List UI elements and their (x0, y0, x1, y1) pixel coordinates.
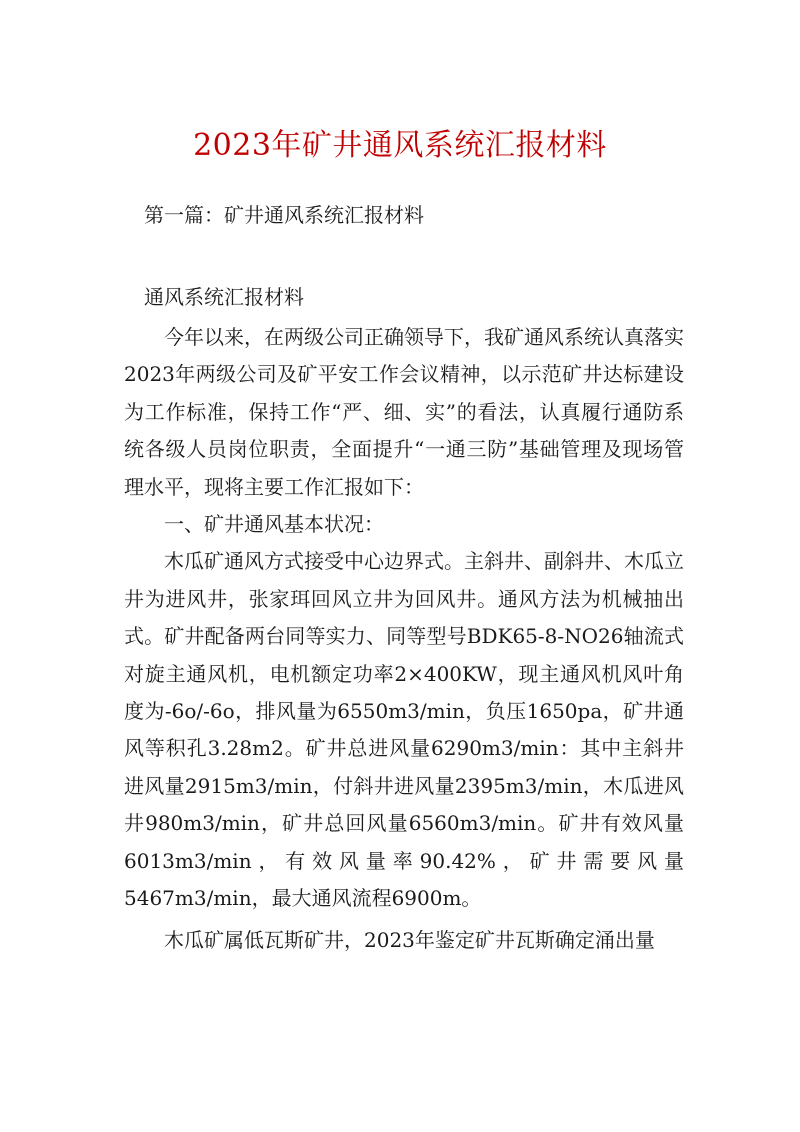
document-title: 2023年矿井通风系统汇报材料 (193, 128, 607, 163)
section-heading: 通风系统汇报材料 (144, 285, 304, 309)
paragraph-gas-status: 木瓜矿属低瓦斯矿井，2023年鉴定矿井瓦斯确定涌出量 (164, 927, 655, 952)
body-text (124, 319, 684, 959)
paragraph-intro: 今年以来，在两级公司正确领导下，我矿通风系统认真落实2023年两级公司及矿平安工作会议精神，以示范矿井达标建设为工作标准，保持工作“严、细、实”的看法，认真履行通防系统各级人员岗位职责，全面提升“一通三防”基础管理及现场管理水平，现将主要工作汇报如下： (124, 325, 684, 499)
paragraph-heading-ventilation-status: 一、矿井通风基本状况： (164, 512, 384, 537)
document-subtitle: 第一篇：矿井通风系统汇报材料 (144, 203, 424, 227)
paragraph-ventilation-details: 木瓜矿通风方式接受中心边界式。主斜井、副斜井、木瓜立井为进风井，张家珥回风立井为回风井。通风方法为机械抽出式。矿井配备两台同等实力、同等型号BDK65-8-NO26轴流式对旋主通风机，电机额定功率2×400KW，现主通风机风叶角度为-6ο/-6ο，排风量为6550m3/min，负压1650pa，矿井通风等积孔3.28m2。矿井总进风量6290m3/min：其中主斜井进风量2915m3/min，付斜井进风量2395m3/min，木瓜进风井980m3/min，矿井总回风量6560m3/min。矿井有效风量6013m3/min，有效风量率90.42%，矿井需要风量5467m3/min，最大通风流程6900m。 (124, 549, 684, 911)
